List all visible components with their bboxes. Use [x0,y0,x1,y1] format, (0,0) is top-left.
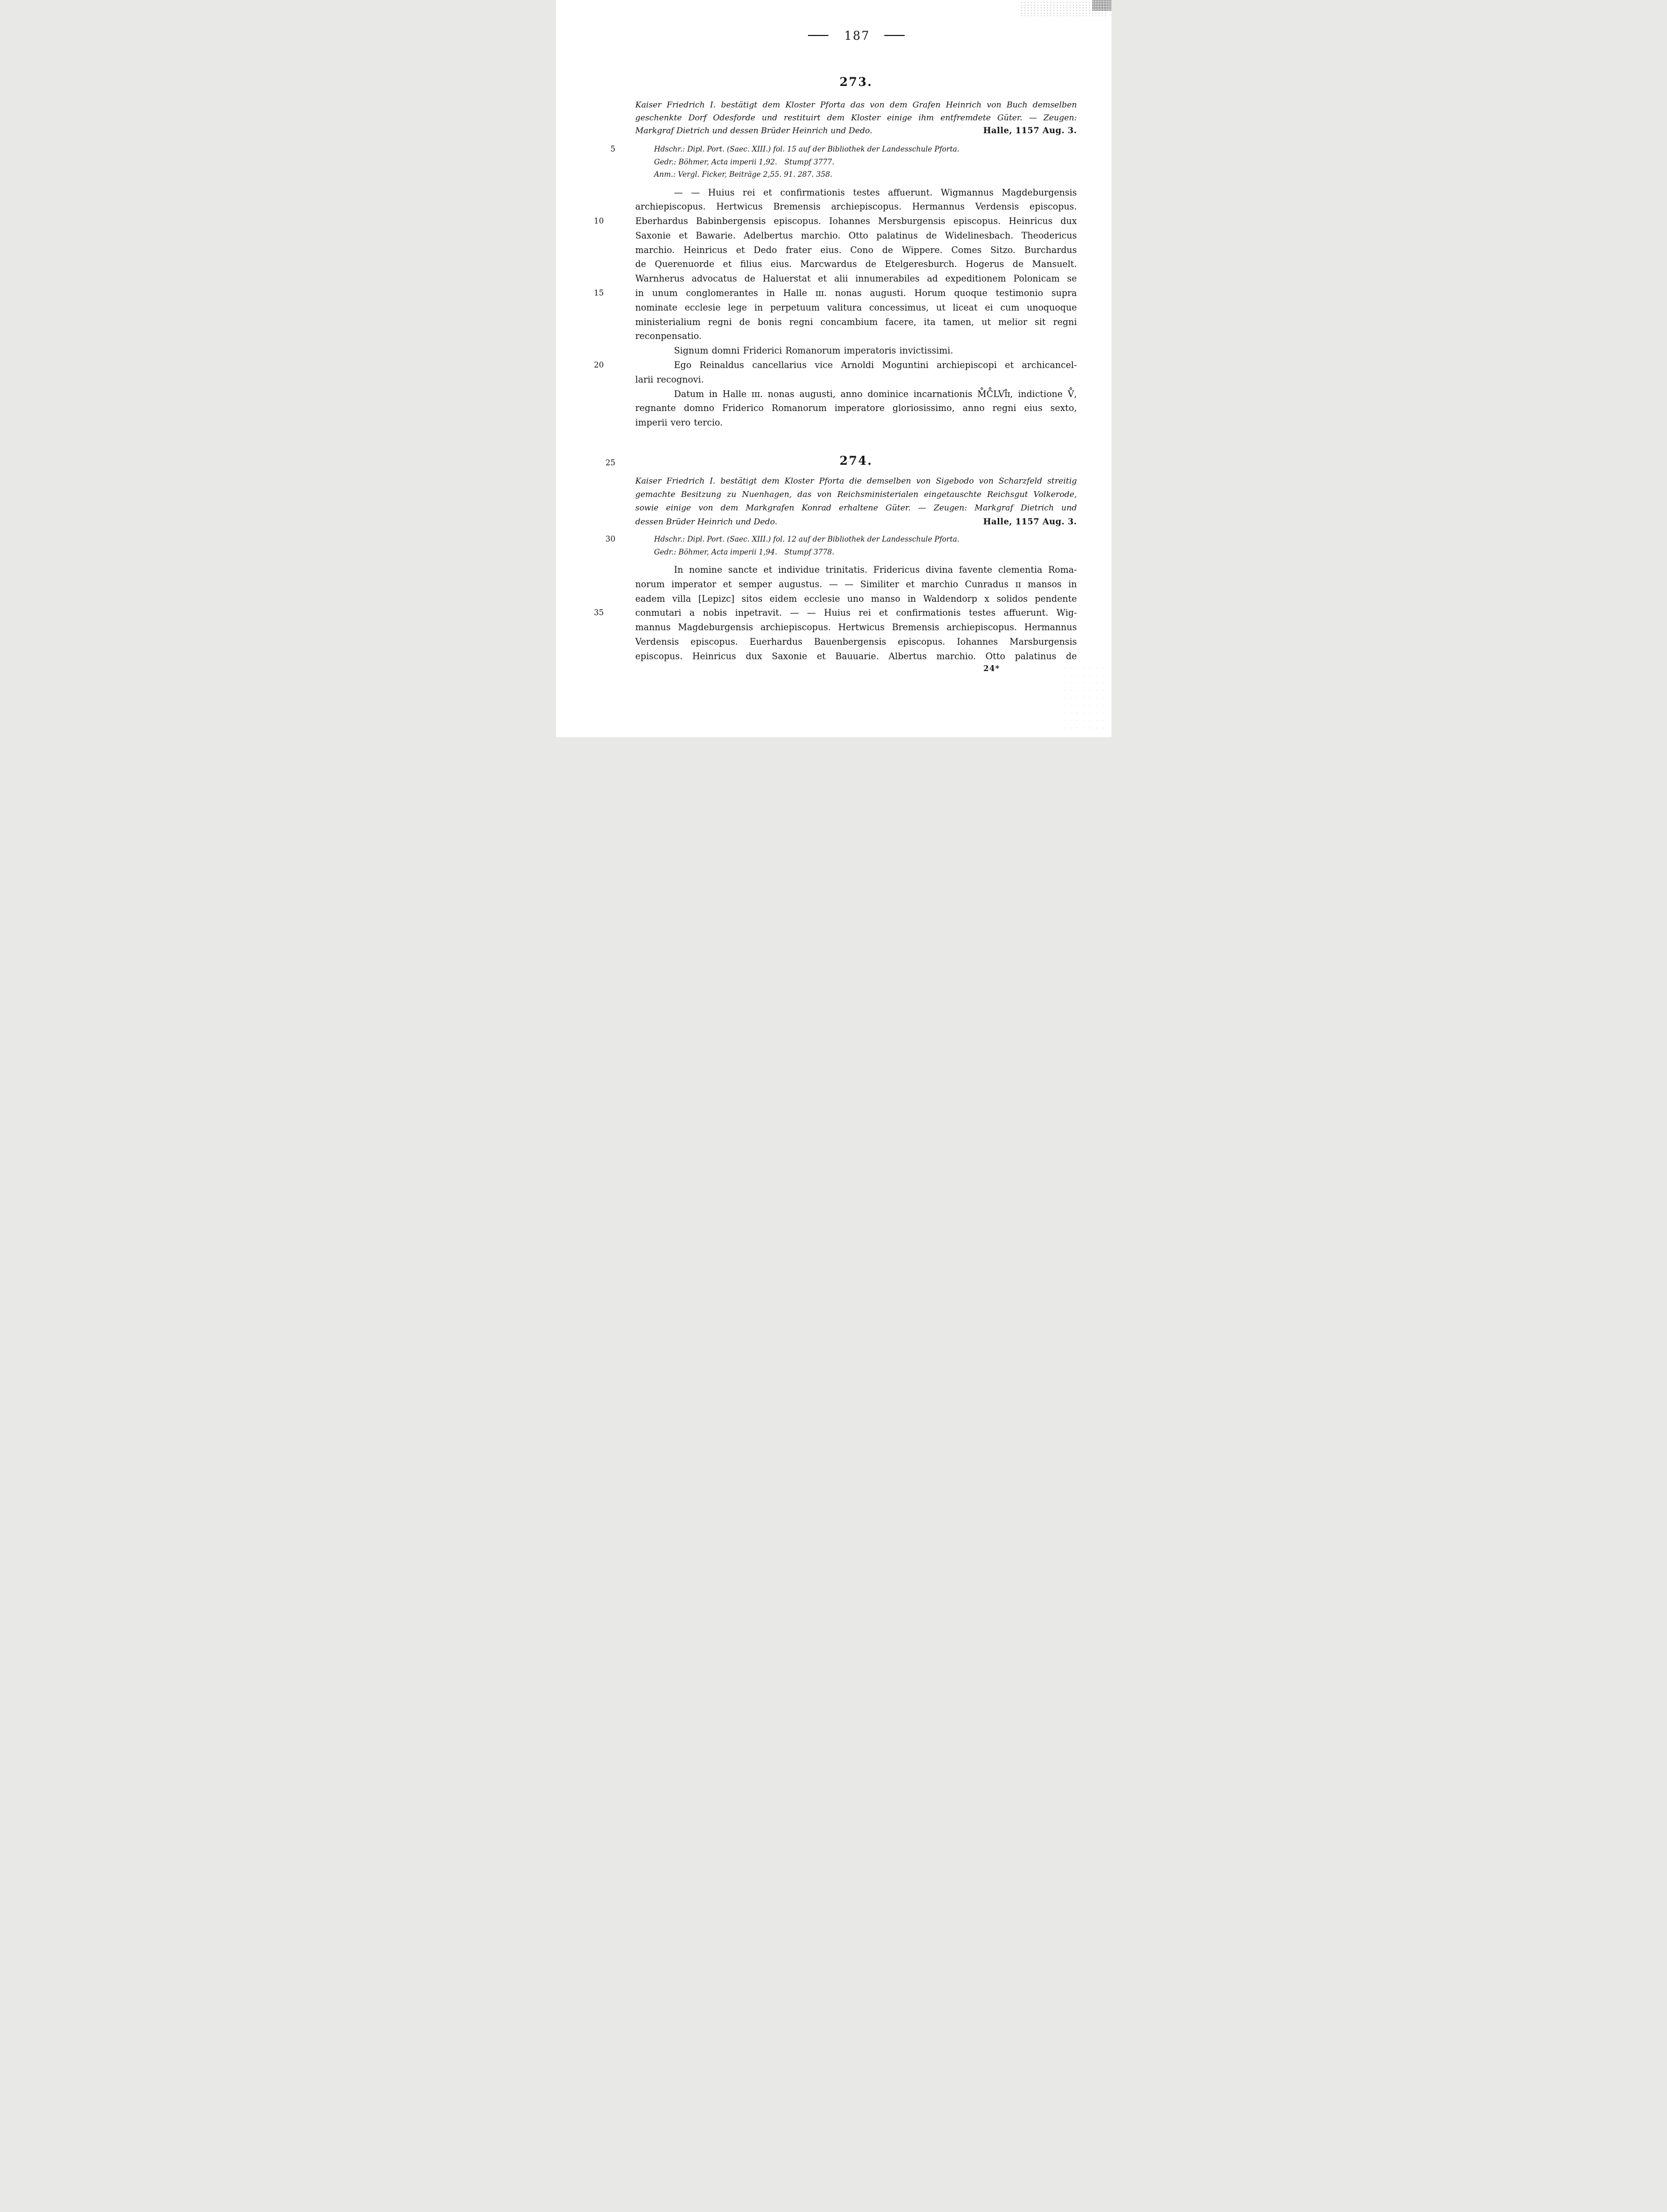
body-text: mannus Magdeburgensis archiepiscopus. Hertwicus Bremensis archiepiscopus. Hermannus [635,622,1077,633]
summary-last-line [636,124,1077,137]
body-text-line [636,387,1077,402]
body-text-line [636,635,1077,650]
scan-noise-corner [1092,0,1112,11]
summary-text: gemachte Besitzung zu Nuenhagen, das von Reichsministerialen eingetauschte Reichsgut Volkerode, [635,489,1077,500]
doc-273-body [594,186,1077,431]
text-block [556,30,1112,664]
reference-text: Gedr.: Böhmer, Acta imperii 1,94. Stumpf 3778. [654,547,834,557]
reference-text: Gedr.: Böhmer, Acta imperii 1,92. Stumpf 3777. [654,157,834,167]
margin-line-number: 25 [605,459,616,468]
book-page [556,0,1112,737]
body-text-line [636,650,1077,664]
body-text: regnante domno Friderico Romanorum imperatore gloriosissimo, anno regni eius sexto, [635,403,1077,414]
body-text-line [594,606,1077,621]
body-text: nominate ecclesie lege in perpetuum valitura concessimus, ut liceat ei cum unoquoque [635,302,1077,313]
body-text-line [636,329,1077,344]
page-number: 187 [844,30,870,43]
margin-line-number: 20 [594,361,604,370]
body-text: In nomine sancte et individue trinitatis. Fridericus divina favente clementia Roma- [674,565,1077,575]
header-rule-right [884,35,905,36]
doc-274-heading-row [605,454,1077,469]
body-text: Warnherus advocatus de Haluerstat et alii innumerabiles ad expeditionem Polonicam se [635,273,1077,284]
scan-noise-bottom-right [1061,664,1109,734]
summary-text: geschenkte Dorf Odesforde und restituirt dem Kloster einige ihm entfremdete Güter. — Zeugen: [635,113,1077,123]
body-text-line [636,301,1077,315]
doc-274-summary [636,474,1077,529]
summary-text: Kaiser Friedrich I. bestätigt dem Kloster Pforta das von dem Grafen Heinrich von Buch demselben [635,100,1077,110]
signature-mark: 24* [983,664,1000,673]
body-text-line [636,315,1077,330]
body-text-line [636,563,1077,578]
body-text-line [636,272,1077,286]
body-text: norum imperator et semper augustus. — — Similiter et marchio Cunradus ɪɪ mansos in [635,579,1077,589]
body-text-line [636,186,1077,200]
body-text: de Querenuorde et filius eius. Marcwardus de Etelgeresburch. Hogerus de Mansuelt. [635,259,1077,270]
summary-line [636,111,1077,124]
page-header [636,30,1077,43]
body-text: Datum in Halle ɪɪɪ. nonas augusti, anno dominice incarnationis M̊C̊LVɪ̊ɪ, indictione V̊, [674,388,1077,399]
body-text-line [636,621,1077,635]
reference-text: Hdschr.: Dipl. Port. (Saec. XIII.) fol. 12 auf der Bibliothek der Landesschule Pforta. [654,535,959,544]
doc-274-body [594,563,1077,664]
body-text-line [636,257,1077,272]
body-text-line [636,592,1077,607]
body-text-line [636,344,1077,358]
margin-line-number: 30 [605,535,616,544]
body-text: conmutari a nobis inpetravit. — — Huius rei et confirmationis testes affuerunt. Wig- [635,608,1077,618]
body-text: archiepiscopus. Hertwicus Bremensis archiepiscopus. Hermannus Verdensis episcopus. [635,201,1077,212]
reference-line [605,534,1077,546]
body-text: marchio. Heinricus et Dedo frater eius. Cono de Wippere. Comes Sitzo. Burchardus [635,244,1077,255]
doc-274-number: 274. [839,454,873,469]
header-rule-left [808,35,828,36]
margin-line-number: 15 [594,289,604,298]
body-text-line [636,373,1077,387]
body-text-line [636,401,1077,416]
summary-text: Kaiser Friedrich I. bestätigt dem Kloster Pforta die demselben von Sigebodo von Scharzfeld streitig [635,476,1077,486]
body-text-line [636,229,1077,243]
body-text: imperii vero tercio. [635,417,723,428]
summary-line [636,98,1077,111]
reference-line [654,156,1077,169]
margin-line-number: 5 [610,145,616,154]
doc-273-heading-row [636,75,1077,89]
body-text-line [594,358,1077,373]
summary-line [636,488,1077,501]
body-text: — — Huius rei et confirmationis testes affuerunt. Wigmannus Magdeburgensis [674,187,1077,198]
body-text-line [636,416,1077,430]
doc-273-summary [636,98,1077,137]
reference-line [654,546,1077,559]
summary-last-line [636,515,1077,529]
body-text-line [636,200,1077,214]
summary-text: dessen Brüder Heinrich und Dedo. [635,517,777,527]
body-text: larii recognovi. [635,374,704,385]
margin-line-number: 10 [594,217,604,226]
body-text: reconpensatio. [635,331,702,342]
charter-date: Halle, 1157 Aug. 3. [983,125,1077,135]
reference-line [654,169,1077,182]
summary-text: Markgraf Dietrich und dessen Brüder Heinrich und Dedo. [635,126,872,135]
body-text-line [636,243,1077,258]
body-text-line [594,286,1077,301]
body-text: in unum conglomerantes in Halle ɪɪɪ. nonas augusti. Horum quoque testimonio supra [635,288,1077,299]
reference-text: Hdschr.: Dipl. Port. (Saec. XIII.) fol. 15 auf der Bibliothek der Landesschule Pforta. [654,145,959,154]
body-text: Signum domni Friderici Romanorum imperatoris invictissimi. [674,345,954,356]
doc-273-references [610,143,1077,182]
body-text-line [594,214,1077,229]
doc-273-number: 273. [839,75,873,89]
margin-line-number: 35 [594,609,604,618]
charter-date: Halle, 1157 Aug. 3. [983,516,1077,527]
body-text: Verdensis episcopus. Euerhardus Bauenbergensis episcopus. Iohannes Marsburgensis [635,637,1077,647]
summary-line [636,474,1077,488]
doc-274-references [605,534,1077,559]
body-text-line [636,578,1077,592]
reference-line [610,143,1077,156]
body-text: Ego Reinaldus cancellarius vice Arnoldi Moguntini archiepiscopi et archicancel- [674,360,1077,371]
body-text: episcopus. Heinricus dux Saxonie et Bauuarie. Albertus marchio. Otto palatinus de [635,651,1077,661]
summary-line [636,501,1077,515]
reference-text: Anm.: Vergl. Ficker, Beiträge 2,55. 91. 287. 358. [654,170,833,179]
body-text: Eberhardus Babinbergensis episcopus. Iohannes Mersburgensis episcopus. Heinricus dux [635,216,1077,227]
body-text: ministerialium regni de bonis regni concambium facere, ita tamen, ut melior sit regni [635,316,1077,327]
body-text: eadem villa [Lepizc] sitos eidem ecclesie uno manso in Waldendorp x solidos pendente [635,593,1077,604]
summary-text: sowie einige von dem Markgrafen Konrad erhaltene Güter. — Zeugen: Markgraf Dietrich und [635,503,1077,513]
body-text: Saxonie et Bawarie. Adelbertus marchio. Otto palatinus de Widelinesbach. Theodericus [635,230,1077,241]
